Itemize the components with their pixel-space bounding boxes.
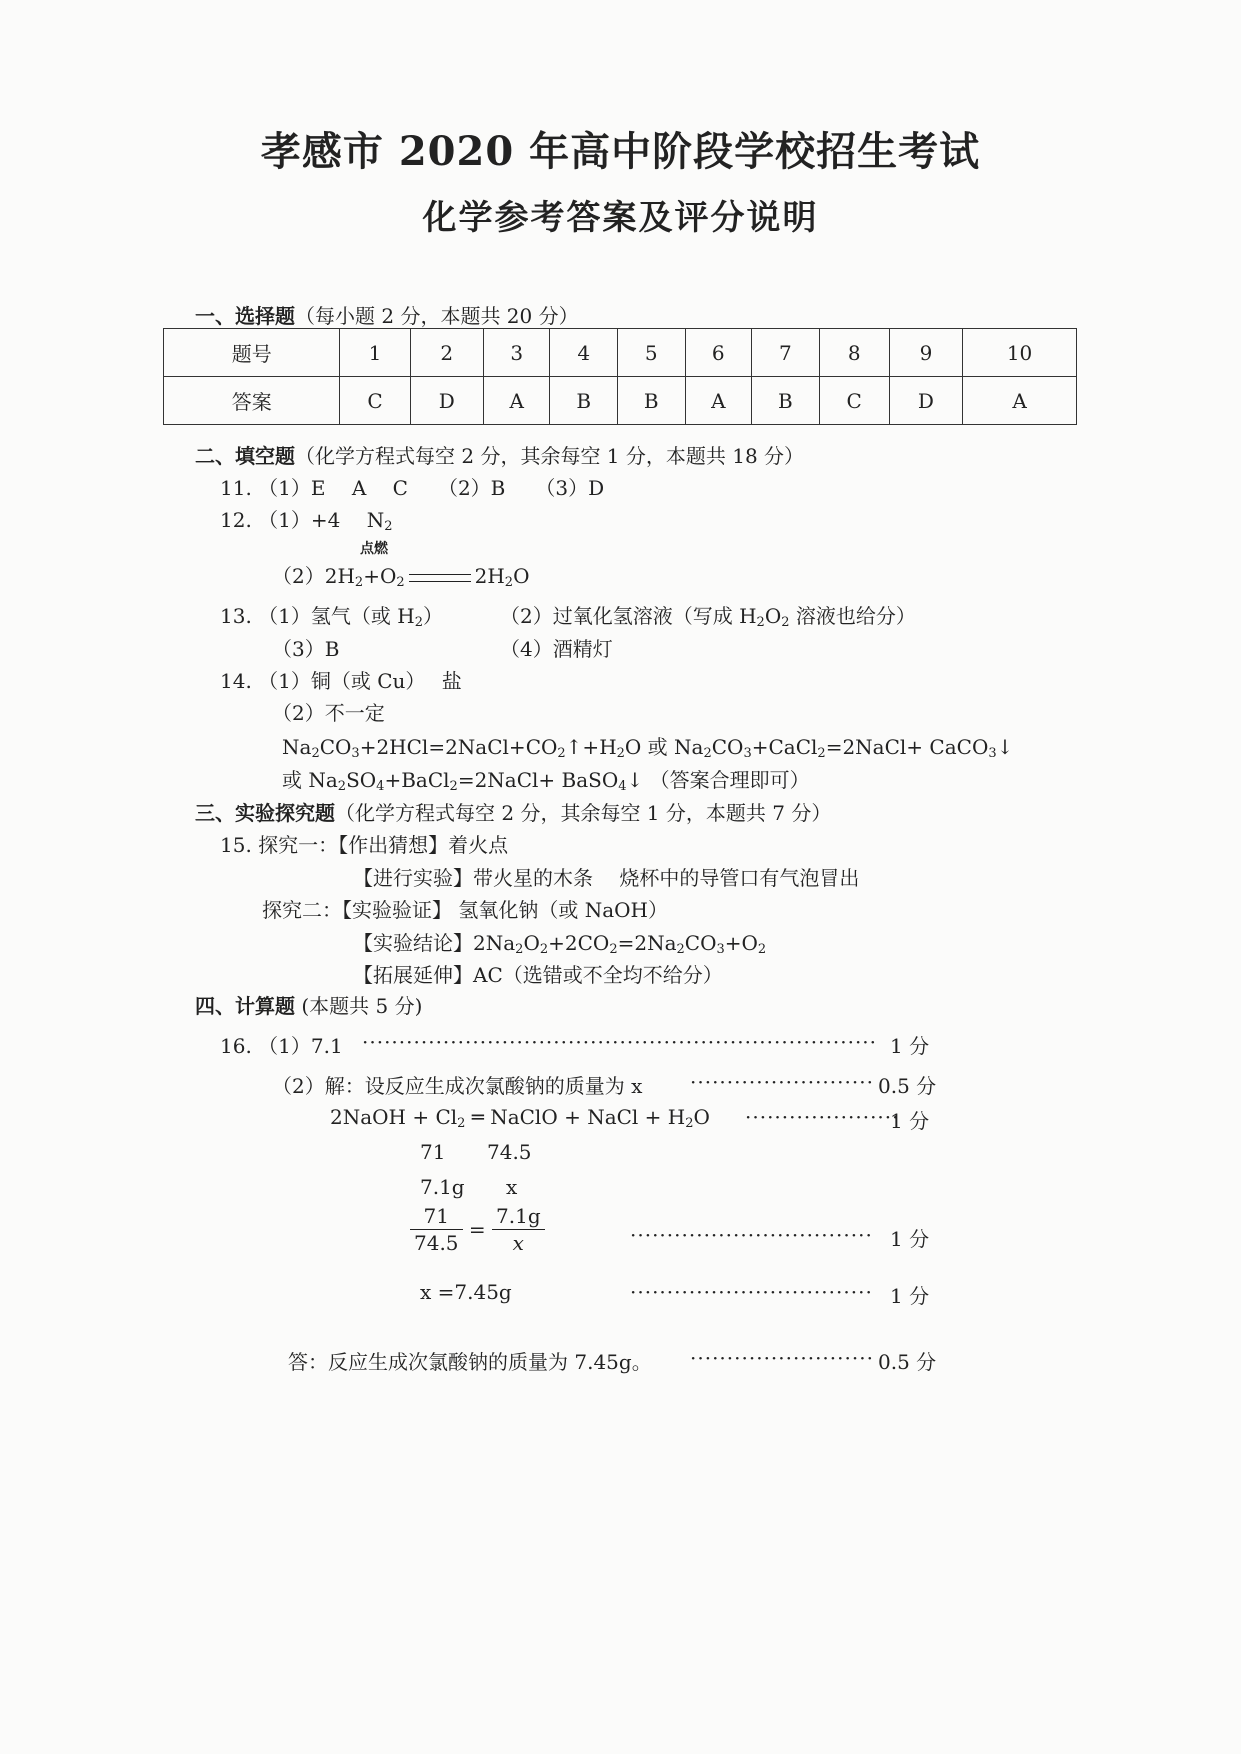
q13-line2b: （4）酒精灯 bbox=[500, 637, 613, 661]
answer-cell: D bbox=[410, 377, 483, 425]
q12-text: 12. （1）+4 N bbox=[220, 508, 385, 532]
answer-cell: A bbox=[963, 377, 1077, 425]
row-label: 题号 bbox=[164, 329, 340, 377]
proportion: $\frac{71}{74.5}$ = $\frac{7.1g}{x}$ bbox=[410, 1203, 545, 1256]
section2-note: （化学方程式每空 2 分，其余每空 1 分，本题共 18 分） bbox=[295, 444, 805, 468]
q13-line1: 13. （1）氢气（或 $H_2$） bbox=[220, 604, 443, 630]
answer-cell: A bbox=[685, 377, 751, 425]
section1-title: 一、选择题 bbox=[195, 304, 295, 328]
result: x =7.45g bbox=[420, 1280, 512, 1304]
equation-double-bar bbox=[409, 574, 471, 582]
q14-line1: 14. （1）铜（或 Cu） 盐 bbox=[220, 669, 462, 693]
q16-part1: 16. （1）7.1 bbox=[220, 1034, 343, 1058]
question-number: 8 bbox=[819, 329, 889, 377]
table-row bbox=[164, 377, 1077, 425]
reaction-condition: 点燃 bbox=[360, 541, 388, 557]
given-mass: 7.1g bbox=[420, 1175, 465, 1199]
section1-note: （每小题 2 分，本题共 20 分） bbox=[295, 304, 579, 328]
q16-part2: （2）解：设反应生成次氯酸钠的质量为 x bbox=[272, 1074, 643, 1098]
question-number: 5 bbox=[617, 329, 685, 377]
q13-part2-end: 溶液也给分） bbox=[795, 604, 916, 628]
question-number: 7 bbox=[752, 329, 820, 377]
q13-part1: 13. （1）氢气（或 H bbox=[220, 604, 415, 628]
q15-line4: 【实验结论】$2Na_2O_2+2CO_2=2Na_2CO_3+O_2$ bbox=[353, 931, 767, 957]
score-leader: ························· bbox=[690, 1070, 874, 1094]
answer-cell: D bbox=[889, 377, 962, 425]
score: 0.5 分 bbox=[878, 1350, 937, 1374]
score-leader: ························· bbox=[690, 1346, 874, 1370]
score-leader: ······································································ bbox=[362, 1030, 878, 1054]
final-answer: 答：反应生成次氯酸钠的质量为 7.45g。 bbox=[288, 1350, 652, 1374]
q12-part2-equation: $(2)2H_2+O_2$ $2H_2O$ 点燃 bbox=[272, 560, 529, 590]
section2-title: 二、填空题 bbox=[195, 444, 295, 468]
section3-title: 三、实验探究题 bbox=[195, 801, 335, 825]
score: 0.5 分 bbox=[878, 1074, 937, 1098]
score: 1 分 bbox=[890, 1034, 930, 1058]
question-number: 9 bbox=[889, 329, 962, 377]
q15-conclusion-label: 【实验结论】 bbox=[353, 931, 473, 955]
question-number: 1 bbox=[340, 329, 410, 377]
q14-equation-2: 或 $Na_2SO_4+BaCl_2=2NaCl+$ BaSO$_4$↓ （答案合理即可） bbox=[282, 768, 810, 794]
score: 1 分 bbox=[890, 1109, 930, 1133]
q14-line2: （2）不一定 bbox=[272, 701, 385, 725]
page-title: 孝感市 2020 年高中阶段学校招生考试 bbox=[260, 128, 981, 175]
answer-cell: A bbox=[483, 377, 549, 425]
section2-heading bbox=[195, 440, 804, 469]
page-subtitle: 化学参考答案及评分说明 bbox=[422, 198, 819, 238]
question-number: 3 bbox=[483, 329, 549, 377]
q13-line2a: （3）B bbox=[272, 637, 340, 661]
q14-note: （答案合理即可） bbox=[649, 768, 810, 792]
section1-heading bbox=[195, 300, 579, 329]
row-label: 答案 bbox=[164, 377, 340, 425]
fraction-left: $\frac{71}{74.5}$ bbox=[410, 1203, 463, 1256]
section4-heading bbox=[195, 990, 422, 1019]
question-number: 10 bbox=[963, 329, 1077, 377]
q15-line2: 【进行实验】带火星的木条 烧杯中的导管口有气泡冒出 bbox=[353, 866, 860, 890]
section3-note: （化学方程式每空 2 分，其余每空 1 分，本题共 7 分） bbox=[335, 801, 832, 825]
q11-line: 11. （1）E A C （2）B （3）D bbox=[220, 476, 605, 500]
q15-line5: 【拓展延伸】AC（选错或不全均不给分） bbox=[353, 963, 723, 987]
molar-mass-cl2: 71 bbox=[420, 1140, 446, 1164]
q14-equation-1: $Na_2CO_3+2HCl=2NaCl+CO_2↑+H_2O$ 或 $Na_2CO_3+CaCl_2=2NaCl+$ CaCO$_3$↓ bbox=[282, 735, 1014, 761]
score: 1 分 bbox=[890, 1227, 930, 1251]
fraction-right: $\frac{7.1g}{x}$ bbox=[492, 1203, 545, 1256]
score: 1 分 bbox=[890, 1284, 930, 1308]
q13-line1-b: （2）过氧化氢溶液（写成 $H_2O_2$ 溶液也给分） bbox=[500, 604, 916, 630]
score-leader: ····················· bbox=[745, 1105, 900, 1129]
answer-cell: C bbox=[819, 377, 889, 425]
q12-part1: 12. （1）+4 $N_2$ bbox=[220, 508, 393, 534]
q15-line3: 探究二：【实验验证】 氢氧化钠（或 NaOH） bbox=[262, 898, 668, 922]
score-leader: ································· bbox=[630, 1280, 873, 1304]
answer-table bbox=[163, 328, 1077, 425]
section4-note: (本题共 5 分) bbox=[301, 994, 423, 1018]
molar-mass-naclo: 74.5 bbox=[487, 1140, 532, 1164]
q13-part2: （2）过氧化氢溶液（写成 H bbox=[500, 604, 757, 628]
question-number: 2 bbox=[410, 329, 483, 377]
q15-line1: 15. 探究一：【作出猜想】着火点 bbox=[220, 833, 509, 857]
q16-equation: 2NaOH + $Cl_2$ ═ NaClO + NaCl + $H_2O$ bbox=[330, 1105, 710, 1131]
section4-title: 四、计算题 bbox=[195, 994, 295, 1018]
unknown-mass: x bbox=[506, 1175, 518, 1199]
answer-cell: C bbox=[340, 377, 410, 425]
answer-cell: B bbox=[752, 377, 820, 425]
question-number: 4 bbox=[550, 329, 618, 377]
answer-cell: B bbox=[550, 377, 618, 425]
score-leader: ································· bbox=[630, 1223, 873, 1247]
answer-cell: B bbox=[617, 377, 685, 425]
q12-label: （2） bbox=[272, 564, 325, 588]
table-row bbox=[164, 329, 1077, 377]
question-number: 6 bbox=[685, 329, 751, 377]
section3-heading bbox=[195, 797, 831, 826]
